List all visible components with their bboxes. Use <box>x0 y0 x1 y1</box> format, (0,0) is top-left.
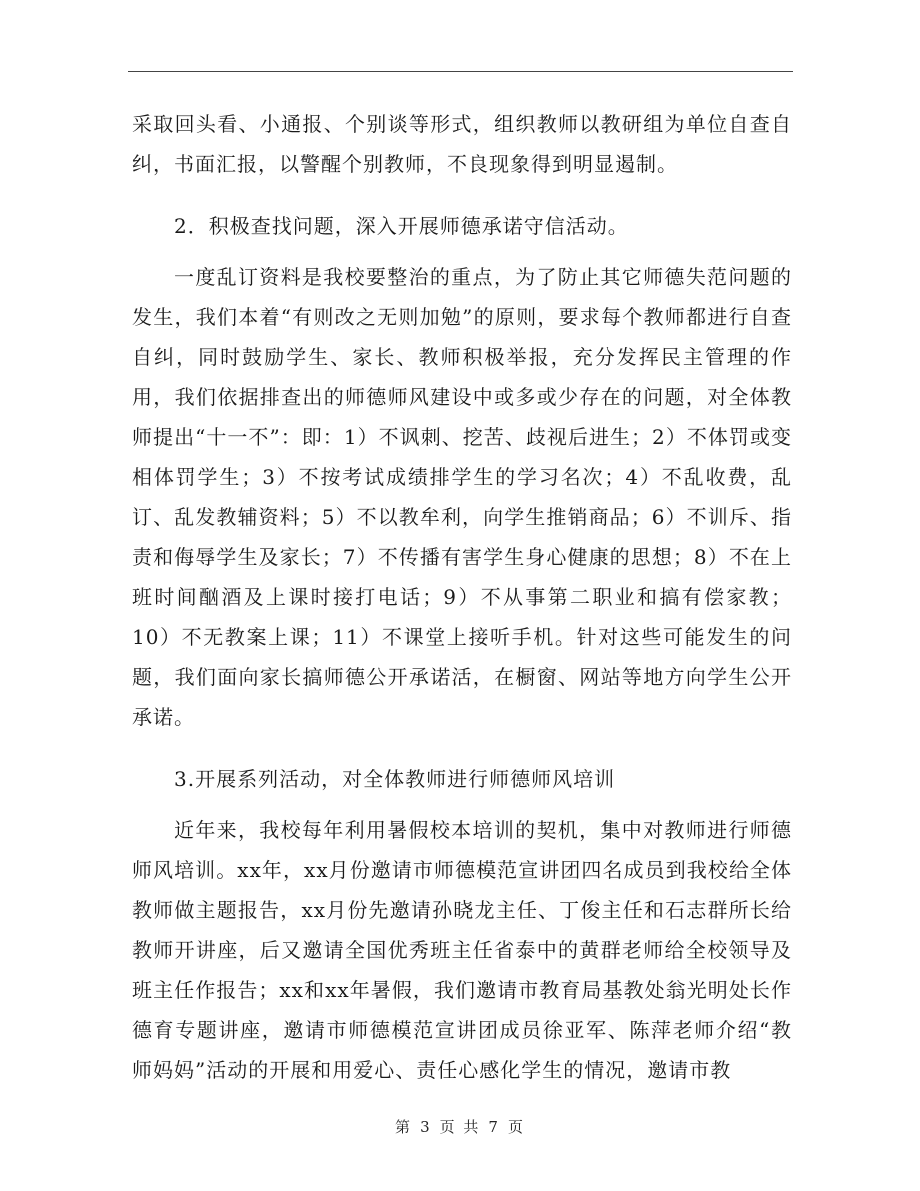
paragraph-intro: 采取回头看、小通报、个别谈等形式，组织教师以教研组为单位自查自纠，书面汇报，以警醒个别教师，不良现象得到明显遏制。 <box>132 112 792 176</box>
footer-middle: 页 共 <box>439 1118 481 1136</box>
section-heading-2: 2．积极查找问题，深入开展师德承诺守信活动。 <box>174 214 629 238</box>
paragraph-section-2: 一度乱订资料是我校要整治的重点，为了防止其它师德失范问题的发生，我们本着“有则改之无则加勉”的原则，要求每个教师都进行自查自纠，同时鼓励学生、家长、教师积极举报，充分发挥民主管理的作用，我们依据排查出的师德师风建设中或多或少存在的问题，对全体教师提出“十一不”：即：1）不讽刺、挖苦、歧视后进生；2）不体罚或变相体罚学生；3）不按考试成绩排学生的学习名次；4）不乱收费，乱订、乱发教辅资料；5）不以教牟利，向学生推销商品；6）不训斥、指责和侮辱学生及家长；7）不传播有害学生身心健康的思想；8）不在上班时间酗酒及上课时接打电话；9）不从事第二职业和搞有偿家教；10）不无教案上课；11）不课堂上接听手机。针对这些可能发生的问题，我们面向家长搞师德公开承诺活，在橱窗、网站等地方向学生公开承诺。 <box>132 265 792 729</box>
header-divider <box>128 71 793 72</box>
document-body <box>132 104 792 1090</box>
page-footer <box>0 1116 920 1137</box>
page-number-total: 7 <box>488 1118 500 1136</box>
paragraph-section-3: 近年来，我校每年利用暑假校本培训的契机，集中对教师进行师德师风培训。xx年，xx月份邀请市师德模范宣讲团四名成员到我校给全体教师做主题报告，xx月份先邀请孙晓龙主任、丁俊主任和石志群所长给教师开讲座，后又邀请全国优秀班主任省泰中的黄群老师给全校领导及班主任作报告；xx和xx年暑假，我们邀请市教育局基教处翁光明处长作德育专题讲座，邀请市师德模范宣讲团成员徐亚军、陈萍老师介绍“教师妈妈”活动的开展和用爱心、责任心感化学生的情况，邀请市教 <box>132 818 792 1082</box>
section-heading-3: 3.开展系列活动，对全体教师进行师德师风培训 <box>174 767 616 791</box>
footer-suffix: 页 <box>507 1118 525 1136</box>
page-number-current: 3 <box>420 1118 432 1136</box>
footer-prefix: 第 <box>395 1118 413 1136</box>
